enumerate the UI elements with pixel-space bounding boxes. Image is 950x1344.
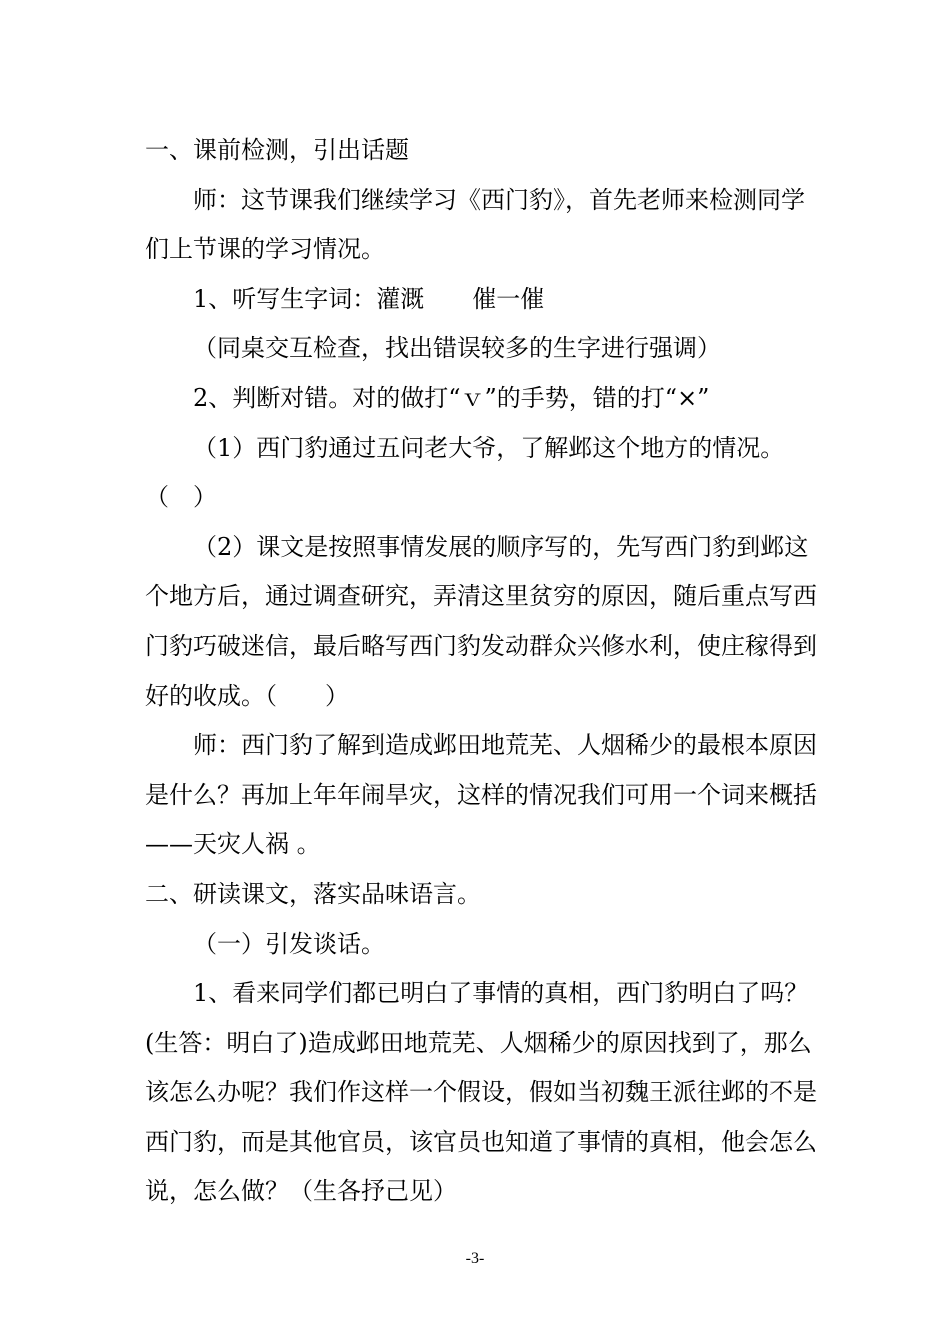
- section-heading-1: 一、课前检测，引出话题: [145, 136, 409, 164]
- paragraph-peer-check: （同桌交互检查，找出错误较多的生字进行强调）: [193, 334, 721, 363]
- paragraph-teacher-intro: 师：这节课我们继续学习《西门豹》，首先老师来检测同学们上节课的学习情况。: [145, 185, 805, 264]
- page-number: -3-: [465, 1250, 485, 1267]
- paragraph-question-1: （1）西门豹通过五问老大爷，了解邺这个地方的情况。（ ）: [145, 433, 785, 512]
- paragraph-discussion: 1、看来同学们都已明白了事情的真相，西门豹明白了吗？(生答：明白了)造成邺田地荒芜、人烟稀少的原因找到了，那么该怎么办呢？我们作这样一个假设，假如当初魏王派往邺的不是西门豹，而是其他官员，该官员也知道了事情的真相，他会怎么说，怎么做？（生各抒己见）: [145, 979, 817, 1206]
- paragraph-dictation: 1、听写生字词：灌溉 催一催: [193, 284, 545, 313]
- document-body: [145, 126, 817, 1217]
- paragraph-teacher-cause: 师：西门豹了解到造成邺田地荒芜、人烟稀少的最根本原因是什么？再加上年年闹旱灾，这样的情况我们可用一个词来概括——天灾人祸 。: [145, 731, 817, 859]
- paragraph-question-2: （2）课文是按照事情发展的顺序写的，先写西门豹到邺这个地方后，通过调查研究，弄清这里贫穷的原因，随后重点写西门豹巧破迷信，最后略写西门豹发动群众兴修水利，使庄稼得到好的收成。（ ）: [145, 532, 817, 710]
- section-heading-2: 二、研读课文，落实品味语言。: [145, 879, 481, 908]
- paragraph-subheading-1: （一）引发谈话。: [193, 929, 385, 958]
- paragraph-true-false: 2、判断对错。对的做打“ｖ”的手势，错的打“×”: [193, 383, 710, 412]
